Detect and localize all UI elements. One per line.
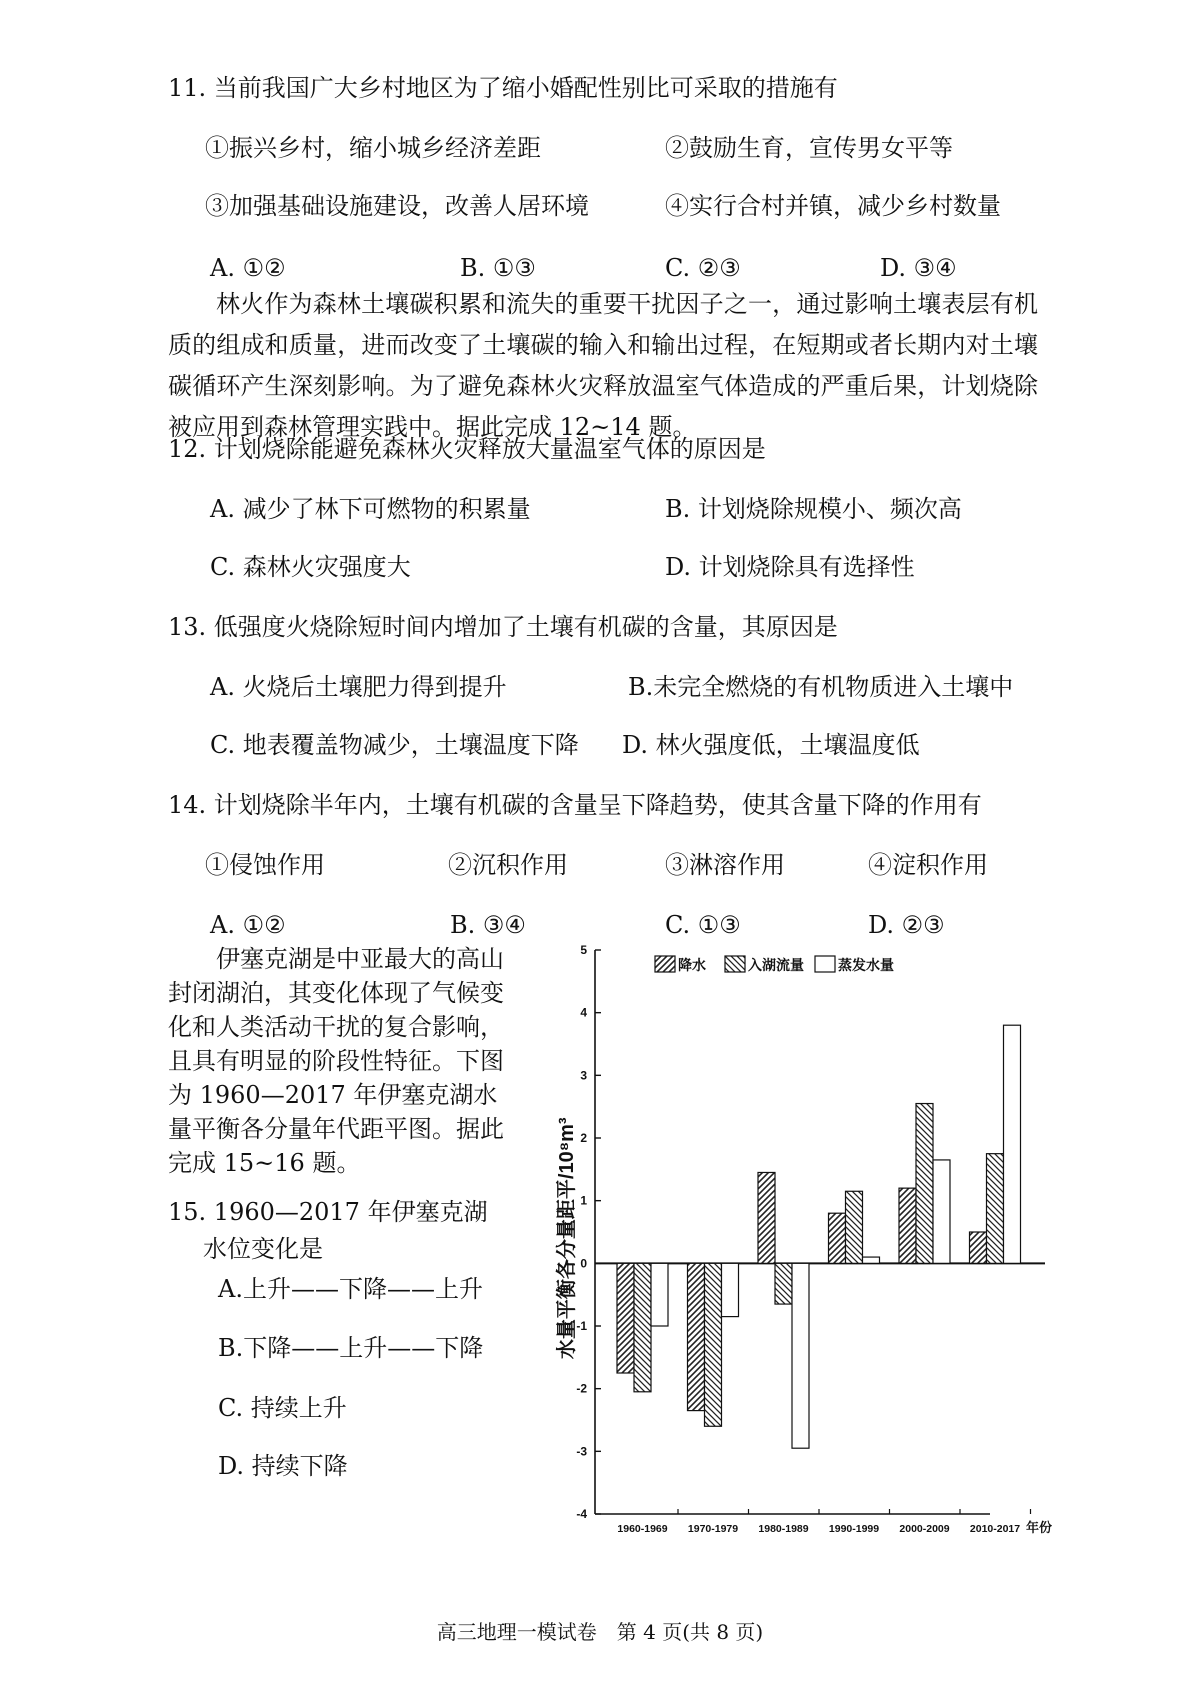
q12-option-a: A. 减少了林下可燃物的积累量 bbox=[210, 495, 531, 523]
q14-option-c: C. ①③ bbox=[665, 911, 741, 939]
q15-option-d: D. 持续下降 bbox=[218, 1452, 348, 1480]
water-balance-chart bbox=[555, 942, 1060, 1542]
legend-swatch bbox=[725, 956, 745, 972]
bar-降水-2010-2017 bbox=[970, 1232, 987, 1263]
y-tick-label: -2 bbox=[576, 1381, 587, 1396]
bar-降水-1970-1979 bbox=[688, 1263, 705, 1410]
y-tick-label: -3 bbox=[576, 1444, 587, 1459]
y-tick-label: 5 bbox=[580, 943, 587, 957]
bar-入湖流量-1990-1999 bbox=[846, 1191, 863, 1263]
q11-option-b: B. ①③ bbox=[460, 254, 536, 282]
q14-item-3: ③淋溶作用 bbox=[665, 851, 785, 879]
x-tick-label: 1990-1999 bbox=[828, 1523, 880, 1535]
q13-option-d: D. 林火强度低，土壤温度低 bbox=[622, 731, 920, 759]
q11-item-2: ②鼓励生育，宣传男女平等 bbox=[665, 134, 953, 162]
q15-option-a: A.上升——下降——上升 bbox=[218, 1275, 483, 1303]
x-tick-label: 2010-2017 bbox=[969, 1523, 1021, 1535]
x-tick-label: 1960-1969 bbox=[617, 1523, 668, 1535]
x-tick-label: 2000-2009 bbox=[899, 1523, 950, 1535]
q15-stem-line1: 15. 1960—2017 年伊塞克湖 bbox=[168, 1198, 488, 1226]
x-tick-label: 1980-1989 bbox=[758, 1523, 809, 1535]
page-footer: 高三地理一模试卷 第 4 页(共 8 页) bbox=[436, 1620, 764, 1644]
bar-入湖流量-1980-1989 bbox=[775, 1263, 792, 1304]
passage-issyk-kul: 伊塞克湖是中亚最大的高山封闭湖泊，其变化体现了气候变化和人类活动干扰的复合影响，且具有明显的阶段性特征。下图为 1960—2017 年伊塞克湖水量平衡各分量年代距平图。据此完成 15~16 题。 bbox=[168, 945, 504, 1177]
y-tick-label: 1 bbox=[580, 1193, 587, 1208]
q13-option-b: B.未完全燃烧的有机物质进入土壤中 bbox=[628, 673, 1014, 701]
bar-蒸发水量-2010-2017 bbox=[1004, 1025, 1021, 1263]
y-tick-label: 0 bbox=[580, 1256, 587, 1271]
bar-入湖流量-1970-1979 bbox=[705, 1263, 722, 1426]
bar-入湖流量-2000-2009 bbox=[916, 1104, 933, 1264]
passage-forest-fire: 林火作为森林土壤碳积累和流失的重要干扰因子之一，通过影响土壤表层有机质的组成和质量，进而改变了土壤碳的输入和输出过程，在短期或者长期内对土壤碳循环产生深刻影响。为了避免森林火灾释放温室气体造成的严重后果，计划烧除被应用到森林管理实践中。据此完成 12~14 题。 bbox=[168, 290, 1038, 441]
q13-option-a: A. 火烧后土壤肥力得到提升 bbox=[210, 673, 507, 701]
q12-option-c: C. 森林火灾强度大 bbox=[210, 553, 411, 581]
bar-降水-1990-1999 bbox=[829, 1213, 846, 1263]
y-tick-label: 3 bbox=[580, 1068, 587, 1083]
y-tick-label: 4 bbox=[580, 1005, 587, 1020]
y-tick-label: -4 bbox=[576, 1507, 587, 1521]
q13-option-c: C. 地表覆盖物减少，土壤温度下降 bbox=[210, 731, 579, 759]
bar-蒸发水量-1980-1989 bbox=[792, 1263, 809, 1448]
bar-蒸发水量-1990-1999 bbox=[863, 1257, 880, 1263]
q11-option-d: D. ③④ bbox=[880, 254, 957, 282]
legend-swatch bbox=[815, 956, 835, 972]
q14-option-d: D. ②③ bbox=[868, 911, 945, 939]
y-tick-label: -1 bbox=[576, 1319, 587, 1333]
q11-option-c: C. ②③ bbox=[665, 254, 741, 282]
bar-降水-1980-1989 bbox=[758, 1172, 775, 1263]
q15-option-c: C. 持续上升 bbox=[218, 1394, 347, 1422]
q11-option-a: A. ①② bbox=[210, 254, 286, 282]
bar-入湖流量-2010-2017 bbox=[987, 1154, 1004, 1264]
q12-option-d: D. 计划烧除具有选择性 bbox=[665, 553, 915, 581]
q15-stem-line2: 水位变化是 bbox=[203, 1235, 323, 1263]
q11-item-1: ①振兴乡村，缩小城乡经济差距 bbox=[205, 134, 541, 162]
q13-stem: 13. 低强度火烧除短时间内增加了土壤有机碳的含量，其原因是 bbox=[168, 613, 838, 641]
q14-item-1: ①侵蚀作用 bbox=[205, 851, 325, 879]
bar-入湖流量-1960-1969 bbox=[634, 1263, 651, 1391]
q14-item-2: ②沉积作用 bbox=[448, 851, 568, 879]
legend-label: 蒸发水量 bbox=[838, 957, 894, 973]
q14-stem: 14. 计划烧除半年内，土壤有机碳的含量呈下降趋势，使其含量下降的作用有 bbox=[168, 791, 982, 819]
legend-swatch bbox=[655, 956, 675, 972]
chart-svg bbox=[555, 942, 1060, 1542]
bar-蒸发水量-1970-1979 bbox=[722, 1263, 739, 1316]
q11-item-4: ④实行合村并镇，减少乡村数量 bbox=[665, 192, 1001, 220]
bar-降水-1960-1969 bbox=[617, 1263, 634, 1373]
bar-降水-2000-2009 bbox=[899, 1188, 916, 1263]
bar-蒸发水量-2000-2009 bbox=[933, 1160, 950, 1263]
q14-option-a: A. ①② bbox=[210, 911, 286, 939]
legend-label: 降水 bbox=[678, 957, 706, 973]
q15-option-b: B.下降——上升——下降 bbox=[218, 1334, 484, 1362]
q11-stem: 11. 当前我国广大乡村地区为了缩小婚配性别比可采取的措施有 bbox=[168, 74, 838, 102]
legend-label: 入湖流量 bbox=[748, 957, 804, 973]
x-tick-label: 1970-1979 bbox=[687, 1523, 739, 1535]
q14-item-4: ④淀积作用 bbox=[868, 851, 988, 879]
q14-option-b: B. ③④ bbox=[450, 911, 526, 939]
x-axis-unit: 年份 bbox=[1025, 1520, 1053, 1535]
y-axis-title: 水量平衡各分量距平/10⁸m³ bbox=[556, 1117, 578, 1360]
bar-蒸发水量-1960-1969 bbox=[651, 1263, 668, 1326]
y-tick-label: 2 bbox=[580, 1131, 587, 1145]
q11-item-3: ③加强基础设施建设，改善人居环境 bbox=[205, 192, 589, 220]
q12-option-b: B. 计划烧除规模小、频次高 bbox=[665, 495, 962, 523]
q12-stem: 12. 计划烧除能避免森林火灾释放大量温室气体的原因是 bbox=[168, 435, 766, 463]
